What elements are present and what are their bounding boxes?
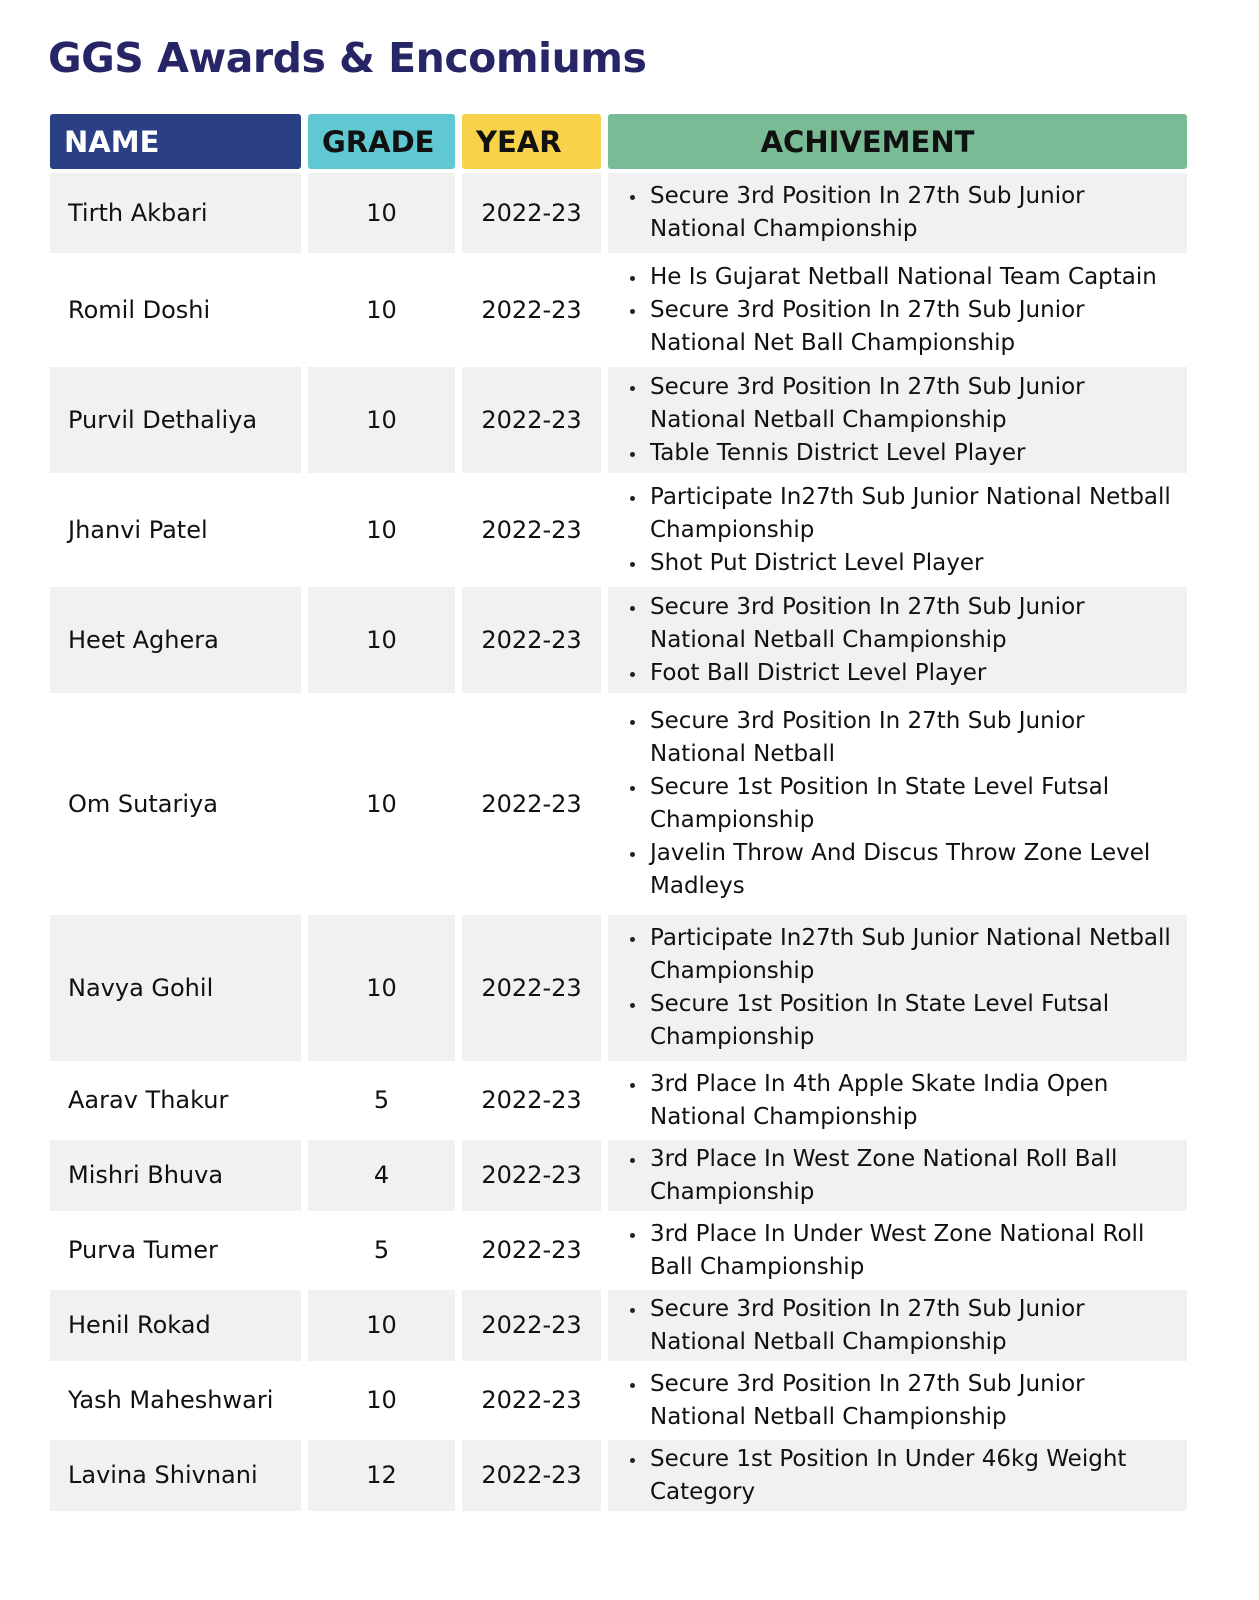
cell-name: Heet Aghera: [50, 587, 301, 693]
achievement-item: Table Tennis District Level Player: [628, 437, 1181, 470]
cell-achievement: [608, 367, 1187, 473]
cell-name: Purva Tumer: [68, 1236, 218, 1264]
cell-name: Mishri Bhuva: [50, 1140, 301, 1211]
cell-grade: 5: [373, 1236, 390, 1264]
cell-achievement: [608, 1215, 1187, 1286]
achievement-list: [628, 1143, 1181, 1209]
achievement-item: Participate In27th Sub Junior National Netball Championship: [628, 922, 1181, 988]
cell-achievement: [608, 1140, 1187, 1211]
cell-achievement: [608, 697, 1187, 911]
achievement-item: Secure 1st Position In Under 46kg Weight Category: [628, 1443, 1181, 1509]
cell-name: Tirth Akbari: [50, 173, 301, 253]
achievement-item: 3rd Place In 4th Apple Skate India Open National Championship: [628, 1068, 1181, 1134]
cell-year: 2022-23: [462, 1290, 601, 1361]
achievement-item: Secure 3rd Position In 27th Sub Junior National Netball Championship: [628, 1293, 1181, 1359]
achievement-list: [628, 591, 1181, 690]
cell-achievement: [608, 587, 1187, 693]
cell-grade: 10: [308, 367, 455, 473]
achievement-item: Secure 1st Position In State Level Futsal Championship: [628, 771, 1181, 837]
cell-name: Henil Rokad: [50, 1290, 301, 1361]
achievement-list: [628, 371, 1181, 470]
achievement-list: [628, 1068, 1181, 1134]
header-grade: GRADE: [308, 114, 455, 169]
cell-year: 2022-23: [462, 1140, 601, 1211]
achievement-item: Secure 3rd Position In 27th Sub Junior National Net Ball Championship: [628, 294, 1181, 360]
achievement-list: [628, 1218, 1181, 1284]
cell-grade: 10: [308, 1290, 455, 1361]
page-title: GGS Awards & Encomiums: [48, 34, 647, 82]
cell-grade: 10: [366, 1386, 397, 1414]
cell-year: 2022-23: [481, 1236, 582, 1264]
achievement-item: Secure 3rd Position In 27th Sub Junior National Netball Championship: [628, 371, 1181, 437]
cell-achievement: [608, 477, 1187, 583]
cell-grade: 10: [366, 295, 397, 324]
achievement-list: [628, 1443, 1181, 1509]
achievement-item: Participate In27th Sub Junior National Netball Championship: [628, 481, 1181, 547]
cell-name: Om Sutariya: [68, 789, 218, 818]
achievement-list: [628, 180, 1181, 246]
cell-grade: 10: [366, 789, 397, 818]
achievement-list: [628, 1368, 1181, 1434]
cell-year: 2022-23: [481, 295, 582, 324]
cell-name: Navya Gohil: [50, 915, 301, 1061]
cell-name: Lavina Shivnani: [50, 1440, 301, 1511]
cell-name: Romil Doshi: [68, 295, 211, 324]
awards-table: [50, 114, 1186, 1511]
achievement-item: 3rd Place In Under West Zone National Roll Ball Championship: [628, 1218, 1181, 1284]
cell-grade: 10: [308, 587, 455, 693]
cell-year: 2022-23: [481, 515, 582, 544]
header-name: NAME: [50, 114, 301, 169]
achievement-item: Shot Put District Level Player: [628, 547, 1181, 580]
cell-year: 2022-23: [462, 587, 601, 693]
achievement-list: [628, 261, 1181, 360]
achievement-item: Secure 3rd Position In 27th Sub Junior National Netball Championship: [628, 1368, 1181, 1434]
achievement-item: Secure 3rd Position In 27th Sub Junior National Championship: [628, 180, 1181, 246]
achievement-item: He Is Gujarat Netball National Team Captain: [628, 261, 1181, 294]
cell-achievement: [608, 1065, 1187, 1136]
cell-year: 2022-23: [462, 173, 601, 253]
cell-achievement: [608, 257, 1187, 363]
cell-year: 2022-23: [462, 915, 601, 1061]
achievement-item: Secure 1st Position In State Level Futsal Championship: [628, 988, 1181, 1054]
cell-year: 2022-23: [462, 1440, 601, 1511]
achievement-list: [628, 705, 1181, 903]
achievement-item: Secure 3rd Position In 27th Sub Junior National Netball: [628, 705, 1181, 771]
cell-name: Purvil Dethaliya: [50, 367, 301, 473]
cell-achievement: [608, 1440, 1187, 1511]
cell-grade: 4: [308, 1140, 455, 1211]
cell-year: 2022-23: [481, 789, 582, 818]
header-year: YEAR: [462, 114, 601, 169]
cell-year: 2022-23: [462, 367, 601, 473]
cell-year: 2022-23: [481, 1086, 582, 1114]
header-achievement: ACHIVEMENT: [608, 114, 1187, 169]
achievement-list: [628, 922, 1181, 1054]
cell-grade: 10: [308, 173, 455, 253]
cell-grade: 10: [366, 515, 397, 544]
cell-achievement: [608, 1290, 1187, 1361]
cell-achievement: [608, 915, 1187, 1061]
cell-name: Aarav Thakur: [68, 1086, 229, 1114]
achievement-item: Foot Ball District Level Player: [628, 657, 1181, 690]
cell-achievement: [608, 173, 1187, 253]
cell-name: Yash Maheshwari: [68, 1386, 274, 1414]
cell-name: Jhanvi Patel: [68, 515, 208, 544]
achievement-item: Secure 3rd Position In 27th Sub Junior National Netball Championship: [628, 591, 1181, 657]
cell-grade: 10: [308, 915, 455, 1061]
achievement-list: [628, 481, 1181, 580]
cell-year: 2022-23: [481, 1386, 582, 1414]
achievement-item: Javelin Throw And Discus Throw Zone Level Madleys: [628, 837, 1181, 903]
achievement-list: [628, 1293, 1181, 1359]
cell-grade: 12: [308, 1440, 455, 1511]
cell-achievement: [608, 1365, 1187, 1436]
cell-grade: 5: [373, 1086, 390, 1114]
achievement-item: 3rd Place In West Zone National Roll Ball Championship: [628, 1143, 1181, 1209]
